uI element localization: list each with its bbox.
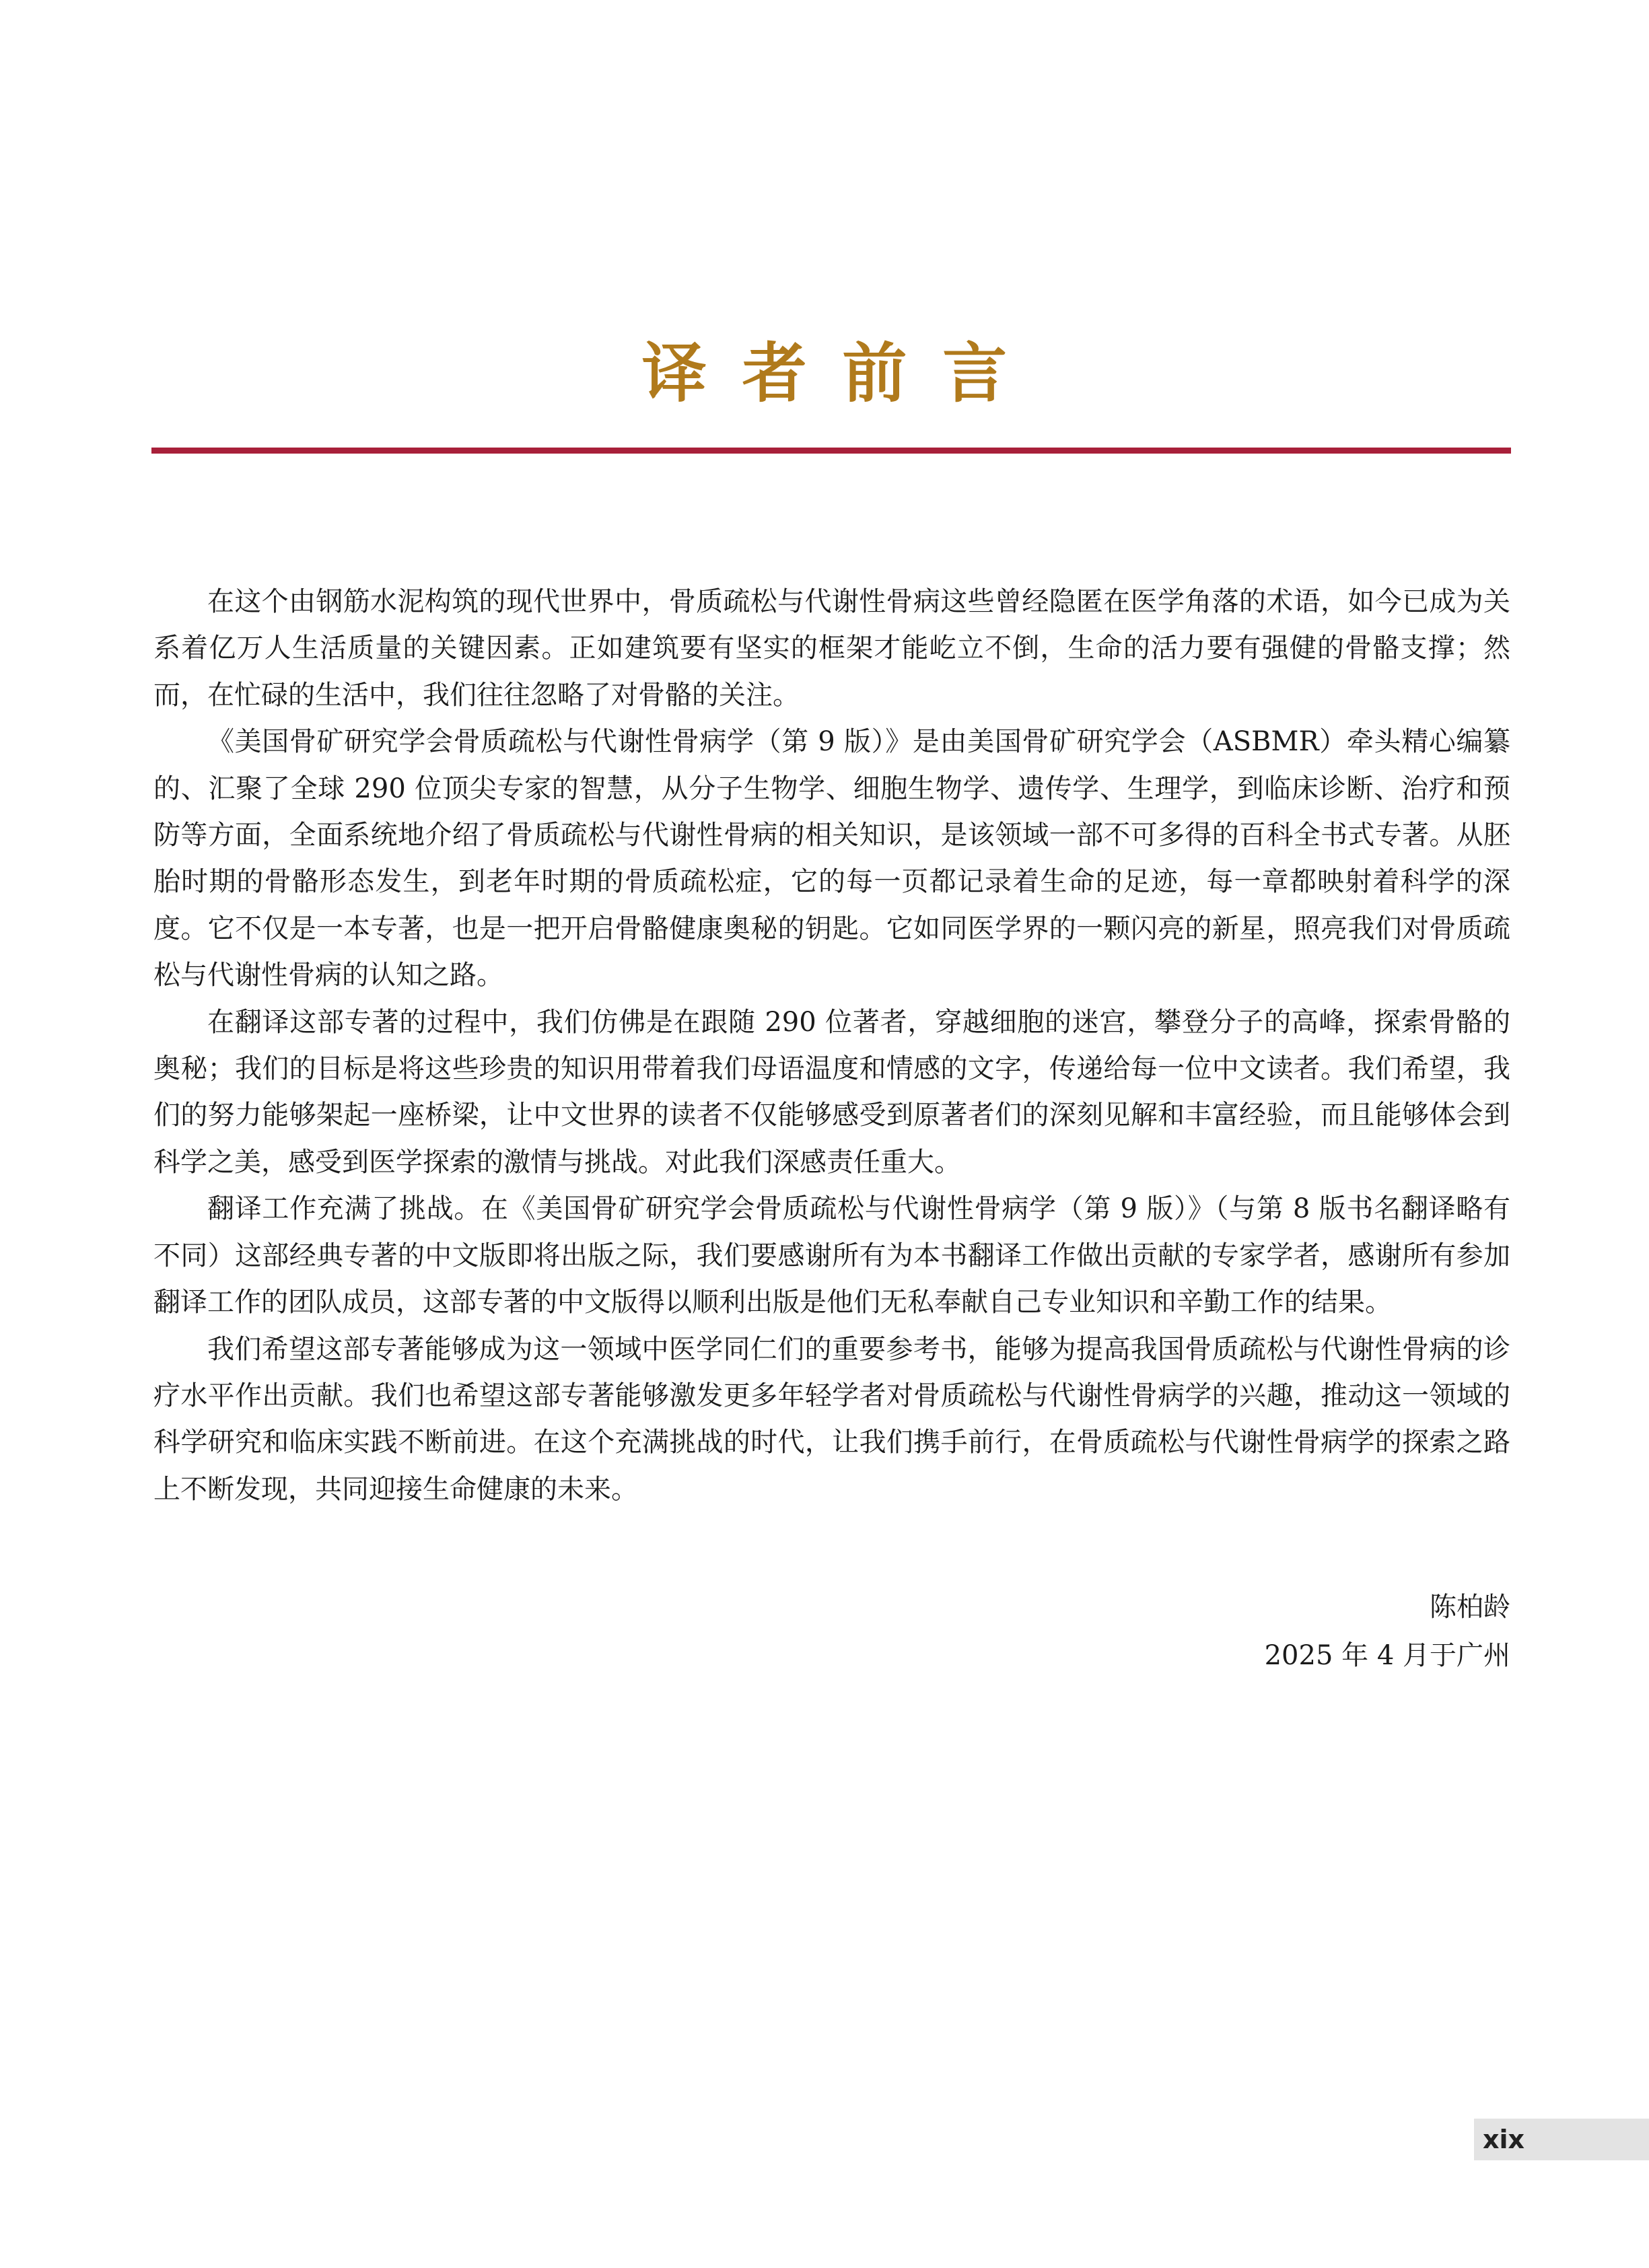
translator-name: 陈柏龄 [1430, 1592, 1510, 1623]
title-divider [151, 448, 1511, 454]
paragraph-1: 在这个由钢筋水泥构筑的现代世界中，骨质疏松与代谢性骨病这些曾经隐匿在医学角落的术语，如今已成为关系着亿万人生活质量的关键因素。正如建筑要有坚实的框架才能屹立不倒，生命的活力要有强健的骨骼支撑；然而，在忙碌的生活中，我们往往忽略了对骨骼的关注。 [153, 586, 1510, 711]
paragraph-2: 《美国骨矿研究学会骨质疏松与代谢性骨病学（第 9 版）》是由美国骨矿研究学会（ASBMR）牵头精心编纂的、汇聚了全球 290 位顶尖专家的智慧，从分子生物学、细胞生物学、遗传学、生理学，到临床诊断、治疗和预防等方面，全面系统地介绍了骨质疏松与代谢性骨病的相关知识，是该领域一部不可多得的百科全书式专著。从胚胎时期的骨骼形态发生，到老年时期的骨质疏松症，它的每一页都记录着生命的足迹，每一章都映射着科学的深度。它不仅是一本专著，也是一把开启骨骼健康奥秘的钥匙。它如同医学界的一颗闪亮的新星，照亮我们对骨质疏松与代谢性骨病的认知之路。 [153, 726, 1510, 991]
preface-body [153, 579, 1510, 1513]
paragraph-4: 翻译工作充满了挑战。在《美国骨矿研究学会骨质疏松与代谢性骨病学（第 9 版）》（与第 8 版书名翻译略有不同）这部经典专著的中文版即将出版之际，我们要感谢所有为本书翻译工作做出贡献的专家学者，感谢所有参加翻译工作的团队成员，这部专著的中文版得以顺利出版是他们无私奉献自己专业知识和辛勤工作的结果。 [153, 1193, 1510, 1318]
signature-block [905, 1583, 1510, 1680]
paragraph-5: 我们希望这部专著能够成为这一领域中医学同仁们的重要参考书，能够为提高我国骨质疏松与代谢性骨病的诊疗水平作出贡献。我们也希望这部专著能够激发更多年轻学者对骨质疏松与代谢性骨病学的兴趣，推动这一领域的科学研究和临床实践不断前进。在这个充满挑战的时代，让我们携手前行，在骨质疏松与代谢性骨病学的探索之路上不断发现，共同迎接生命健康的未来。 [153, 1333, 1510, 1505]
signature-date-place: 2025 年 4 月于广州 [1264, 1640, 1510, 1671]
page-number-tab [1474, 2119, 1649, 2160]
paragraph-3: 在翻译这部专著的过程中，我们仿佛是在跟随 290 位著者，穿越细胞的迷宫，攀登分子的高峰，探索骨骼的奥秘；我们的目标是将这些珍贵的知识用带着我们母语温度和情感的文字，传递给每一位中文读者。我们希望，我们的努力能够架起一座桥梁，让中文世界的读者不仅能够感受到原著者们的深刻见解和丰富经验，而且能够体会到科学之美，感受到医学探索的激情与挑战。对此我们深感责任重大。 [153, 1006, 1510, 1178]
page-title: 译者前言 [641, 335, 1043, 411]
page-number: xix [1482, 2125, 1525, 2154]
